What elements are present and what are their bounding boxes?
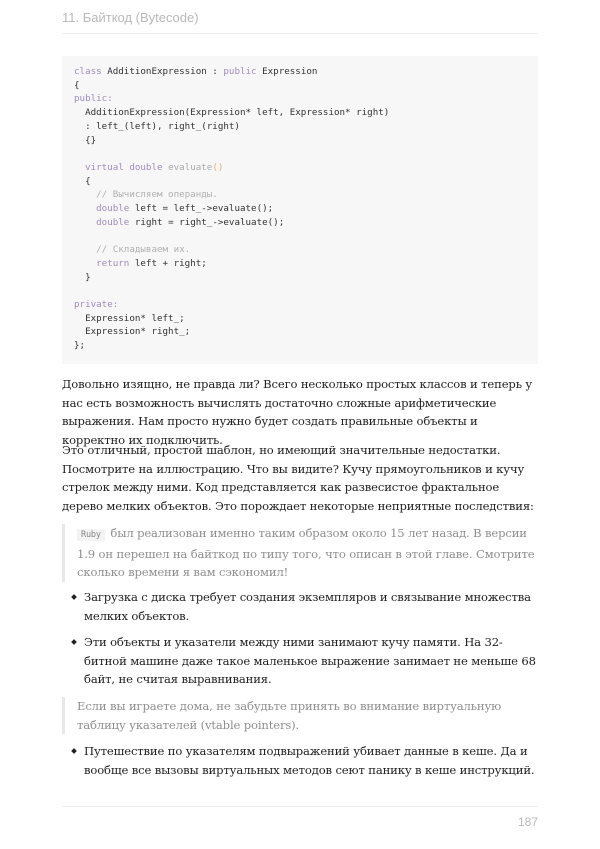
- paragraph-text: Это отличный, простой шаблон, но имеющий значительные недостатки. Посмотрите на иллюстрацию. Что вы видите? Кучу прямоугольников и кучу стрелок между ними. Код представляется как развесистое фрактальное дерево мелких объектов. Это порождает некоторые неприятные последствия:: [62, 443, 534, 513]
- running-header: 11. Байткод (Bytecode): [62, 10, 538, 34]
- code-line: [74, 229, 526, 243]
- code-line: Expression* left_;: [74, 312, 185, 324]
- code-line: return left + right;: [96, 257, 207, 269]
- aside-note-ruby: [62, 524, 538, 582]
- aside-note-vtable: [62, 697, 538, 734]
- list-item-text: Путешествие по указателям подвыражений убивает данные в кеше. Да и вообще все вызовы виртуальных методов сеют панику в кеше инструкций.: [84, 744, 535, 777]
- list-item: [62, 633, 538, 689]
- aside-text: Если вы играете дома, не забудьте принять во внимание виртуальную таблицу указателей (vtable pointers).: [77, 699, 502, 732]
- inline-code: Ruby: [77, 529, 105, 541]
- list-item-text: Загрузка с диска требует создания экземпляров и связывание множества мелких объектов.: [84, 590, 531, 623]
- code-line: // Вычисляем операнды.: [96, 189, 218, 201]
- code-line: double right = right_->evaluate();: [96, 216, 285, 228]
- code-line: {: [74, 79, 80, 91]
- code-line: class AdditionExpression : public Expression: [74, 66, 318, 77]
- code-line: };: [74, 340, 86, 352]
- code-line: : left_(left), right_(right): [74, 120, 240, 132]
- paragraph-1: [62, 375, 538, 449]
- list-item: [62, 588, 538, 625]
- code-line: virtual double evaluate(): [85, 161, 224, 173]
- code-line: {}: [74, 134, 97, 146]
- code-line: }: [74, 271, 91, 283]
- footer-divider: [62, 806, 538, 807]
- code-line: // Складываем их.: [96, 244, 191, 256]
- aside-text: был реализован именно таким образом около 15 лет назад. В версии 1.9 он перешел на байткод по типу того, что описан в этой главе. Смотрите сколько времени я вам сэкономил!: [77, 526, 535, 580]
- code-line: double left = left_->evaluate();: [96, 203, 274, 215]
- bullet-icon: [71, 639, 77, 645]
- code-block: [62, 56, 538, 364]
- page-number: 187: [517, 815, 538, 829]
- code-line: public:: [74, 93, 113, 105]
- code-line: Expression* right_;: [74, 326, 191, 338]
- bullet-icon: [71, 748, 77, 754]
- code-line: [74, 284, 526, 298]
- code-line: [74, 147, 526, 161]
- paragraph-text: Довольно изящно, не правда ли? Всего несколько простых классов и теперь у нас есть возможность вычислять достаточно сложные арифметические выражения. Нам просто нужно будет создать правильные объекты и корректно их подключить.: [62, 377, 533, 447]
- list-item-text: Эти объекты и указатели между ними занимают кучу памяти. На 32-битной машине даже такое маленькое выражение занимает не меньше 68 байт, не считая выравнивания.: [84, 635, 536, 687]
- bullet-icon: [71, 594, 77, 600]
- code-line: AdditionExpression(Expression* left, Expression* right): [74, 107, 390, 119]
- code-line: private:: [74, 298, 119, 310]
- list-item: [62, 742, 538, 779]
- code-line: {: [74, 175, 91, 187]
- paragraph-2: [62, 441, 538, 515]
